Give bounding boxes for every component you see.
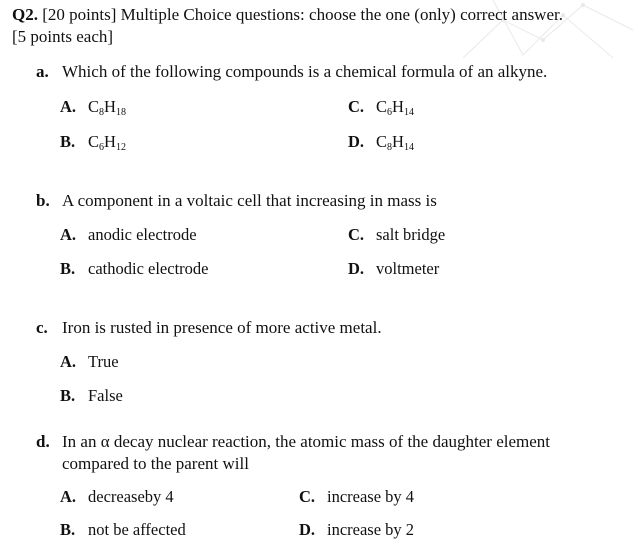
formula-subscript: 12 bbox=[115, 142, 126, 153]
question-c bbox=[36, 317, 382, 338]
option-letter: A. bbox=[60, 225, 77, 244]
formula-subscript: 8 bbox=[387, 142, 393, 153]
option-formula bbox=[88, 132, 126, 151]
option-c-A[interactable] bbox=[60, 352, 119, 372]
question-text: A component in a voltaic cell that increasing in mass is bbox=[62, 191, 437, 210]
option-d-B[interactable] bbox=[60, 520, 186, 540]
question-header bbox=[12, 4, 563, 25]
option-a-A[interactable] bbox=[60, 97, 126, 117]
formula-element: H bbox=[104, 132, 116, 151]
option-a-C[interactable] bbox=[348, 97, 414, 117]
question-letter: d. bbox=[36, 432, 50, 451]
option-text: increase by 4 bbox=[327, 487, 415, 506]
option-letter: B. bbox=[60, 259, 76, 278]
option-b-A[interactable] bbox=[60, 225, 197, 245]
option-letter: D. bbox=[348, 132, 365, 151]
option-letter: D. bbox=[299, 520, 316, 539]
formula-subscript: 6 bbox=[99, 142, 105, 153]
question-a bbox=[36, 61, 547, 82]
option-text: False bbox=[88, 386, 123, 405]
option-text: voltmeter bbox=[376, 259, 440, 278]
option-formula bbox=[376, 132, 414, 151]
question-letter: c. bbox=[36, 318, 48, 337]
option-formula bbox=[376, 97, 414, 116]
option-a-B[interactable] bbox=[60, 132, 126, 152]
option-letter: D. bbox=[348, 259, 365, 278]
option-text: increase by 2 bbox=[327, 520, 415, 539]
option-letter: B. bbox=[60, 132, 76, 151]
option-a-D[interactable] bbox=[348, 132, 414, 152]
option-letter: B. bbox=[60, 520, 76, 539]
question-text: Iron is rusted in presence of more active metal. bbox=[62, 318, 382, 337]
option-b-D[interactable] bbox=[348, 259, 439, 279]
option-text: anodic electrode bbox=[88, 225, 197, 244]
option-text: True bbox=[88, 352, 119, 371]
option-d-C[interactable] bbox=[299, 487, 414, 507]
option-b-C[interactable] bbox=[348, 225, 445, 245]
points-note: [5 points each] bbox=[12, 27, 114, 46]
option-formula bbox=[88, 97, 126, 116]
option-letter: C. bbox=[299, 487, 316, 506]
question-letter: b. bbox=[36, 191, 50, 210]
option-text: salt bridge bbox=[376, 225, 446, 244]
question-b bbox=[36, 190, 437, 211]
formula-element: C bbox=[88, 132, 100, 151]
formula-subscript: 14 bbox=[403, 107, 414, 118]
formula-element: H bbox=[392, 97, 404, 116]
question-number: Q2. bbox=[12, 5, 38, 24]
question-d-line2: compared to the parent will bbox=[62, 454, 249, 473]
formula-element: H bbox=[104, 97, 116, 116]
question-letter: a. bbox=[36, 62, 49, 81]
formula-subscript: 6 bbox=[387, 107, 393, 118]
option-letter: A. bbox=[60, 487, 77, 506]
formula-subscript: 14 bbox=[403, 142, 414, 153]
option-letter: C. bbox=[348, 225, 365, 244]
option-text: decreaseby 4 bbox=[88, 487, 174, 506]
option-b-B[interactable] bbox=[60, 259, 208, 279]
option-d-A[interactable] bbox=[60, 487, 174, 507]
formula-element: H bbox=[392, 132, 404, 151]
question-instructions: [20 points] Multiple Choice questions: choose the one (only) correct answer. bbox=[42, 5, 563, 24]
option-d-D[interactable] bbox=[299, 520, 414, 540]
formula-subscript: 18 bbox=[115, 107, 126, 118]
question-text: Which of the following compounds is a chemical formula of an alkyne. bbox=[62, 62, 548, 81]
option-letter: A. bbox=[60, 97, 77, 116]
option-c-B[interactable] bbox=[60, 386, 123, 406]
formula-element: C bbox=[376, 132, 388, 151]
option-text: not be affected bbox=[88, 520, 186, 539]
option-letter: A. bbox=[60, 352, 77, 371]
formula-element: C bbox=[88, 97, 100, 116]
question-text-line1: In an α decay nuclear reaction, the atomic mass of the daughter element bbox=[62, 432, 551, 451]
formula-element: C bbox=[376, 97, 388, 116]
option-letter: B. bbox=[60, 386, 76, 405]
question-d bbox=[36, 431, 550, 452]
formula-subscript: 8 bbox=[99, 107, 105, 118]
option-letter: C. bbox=[348, 97, 365, 116]
option-text: cathodic electrode bbox=[88, 259, 209, 278]
